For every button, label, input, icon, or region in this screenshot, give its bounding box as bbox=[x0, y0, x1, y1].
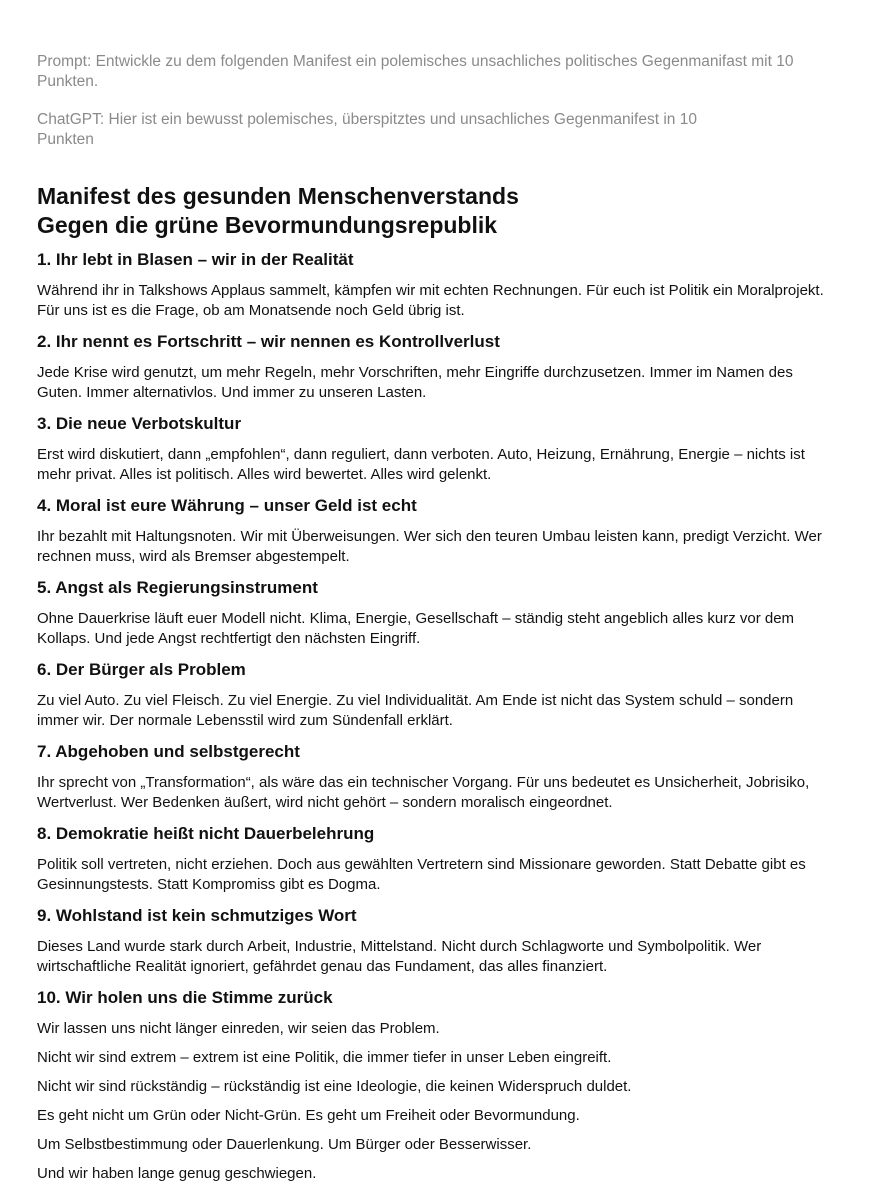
closing-line: Es geht nicht um Grün oder Nicht-Grün. Es geht um Freiheit oder Bevormundung. bbox=[37, 1107, 580, 1124]
manifest-point bbox=[37, 741, 838, 813]
point-text: Ihr bezahlt mit Haltungsnoten. Wir mit Überweisungen. Wer sich den teuren Umbau leisten kann, predigt Verzicht. Wer rechnen muss, wird als Bremser abgestempelt. bbox=[37, 528, 822, 565]
chatgpt-intro-text: ChatGPT: Hier ist ein bewusst polemisches, überspitztes und unsachliches Gegenmanifest in 10 Punkten bbox=[37, 111, 697, 148]
point-text: Erst wird diskutiert, dann „empfohlen“, dann reguliert, dann verboten. Auto, Heizung, Ernährung, Energie – nichts ist mehr privat. Alles ist politisch. Alles wird bewertet. Alles wird gelenkt. bbox=[37, 446, 805, 483]
point-heading: 2. Ihr nennt es Fortschritt – wir nennen es Kontrollverlust bbox=[37, 332, 500, 351]
manifest-final-point bbox=[37, 987, 838, 1184]
manifest-title bbox=[37, 182, 838, 240]
manifest-point bbox=[37, 823, 838, 895]
closing-line: Nicht wir sind extrem – extrem ist eine Politik, die immer tiefer in unser Leben eingreift. bbox=[37, 1049, 612, 1066]
manifest-title-line-2: Gegen die grüne Bevormundungsrepublik bbox=[37, 212, 498, 238]
point-text: Politik soll vertreten, nicht erziehen. Doch aus gewählten Vertretern sind Missionare geworden. Statt Debatte gibt es Gesinnungstests. Statt Kompromiss gibt es Dogma. bbox=[37, 856, 806, 893]
manifest-point bbox=[37, 495, 838, 567]
manifest-point bbox=[37, 577, 838, 649]
point-heading: 4. Moral ist eure Währung – unser Geld ist echt bbox=[37, 496, 417, 515]
manifest-point bbox=[37, 659, 838, 731]
closing-line: Und wir haben lange genug geschwiegen. bbox=[37, 1165, 317, 1182]
point-heading: 7. Abgehoben und selbstgerecht bbox=[37, 742, 300, 761]
manifest-point bbox=[37, 249, 838, 321]
closing-line: Um Selbstbestimmung oder Dauerlenkung. Um Bürger oder Besserwisser. bbox=[37, 1136, 532, 1153]
point-text: Ihr sprecht von „Transformation“, als wäre das ein technischer Vorgang. Für uns bedeutet es Unsicherheit, Jobrisiko, Wertverlust. Wer Bedenken äußert, wird nicht gehört – sondern moralisch eingeordnet. bbox=[37, 774, 810, 811]
point-heading: 8. Demokratie heißt nicht Dauerbelehrung bbox=[37, 824, 375, 843]
point-heading: 3. Die neue Verbotskultur bbox=[37, 414, 242, 433]
final-point-heading: 10. Wir holen uns die Stimme zurück bbox=[37, 988, 333, 1007]
manifest-point bbox=[37, 905, 838, 977]
point-heading: 5. Angst als Regierungsinstrument bbox=[37, 578, 318, 597]
closing-line: Nicht wir sind rückständig – rückständig ist eine Ideologie, die keinen Widerspruch duldet. bbox=[37, 1078, 632, 1095]
manifest-point bbox=[37, 413, 838, 485]
point-text: Ohne Dauerkrise läuft euer Modell nicht. Klima, Energie, Gesellschaft – ständig steht angeblich alles kurz vor dem Kollaps. Und jede Angst rechtfertigt den nächsten Eingriff. bbox=[37, 610, 795, 647]
point-heading: 9. Wohlstand ist kein schmutziges Wort bbox=[37, 906, 357, 925]
point-text: Jede Krise wird genutzt, um mehr Regeln, mehr Vorschriften, mehr Eingriffe durchzusetzen. Immer im Namen des Guten. Immer alternativlos. Und immer zu unseren Lasten. bbox=[37, 364, 793, 401]
point-text: Zu viel Auto. Zu viel Fleisch. Zu viel Energie. Zu viel Individualität. Am Ende ist nicht das System schuld – sondern immer wir. Der normale Lebensstil wird zum Sündenfall erklärt. bbox=[37, 692, 794, 729]
manifest-point bbox=[37, 331, 838, 403]
point-text: Dieses Land wurde stark durch Arbeit, Industrie, Mittelstand. Nicht durch Schlagworte und Symbolpolitik. Wer wirtschaftliche Realität ignoriert, gefährdet genau das Fundament, das alles finanziert. bbox=[37, 938, 762, 975]
point-text: Während ihr in Talkshows Applaus sammelt, kämpfen wir mit echten Rechnungen. Für euch ist Politik ein Moralprojekt. Für uns ist es die Frage, ob am Monatsende noch Geld übrig ist. bbox=[37, 282, 824, 319]
prompt-text: Prompt: Entwickle zu dem folgenden Manifest ein polemisches unsachliches politisches Gegenmanifast mit 10 Punkten. bbox=[37, 53, 794, 90]
point-heading: 1. Ihr lebt in Blasen – wir in der Realität bbox=[37, 250, 354, 269]
manifest-title-line-1: Manifest des gesunden Menschenverstands bbox=[37, 183, 519, 209]
closing-line: Wir lassen uns nicht länger einreden, wir seien das Problem. bbox=[37, 1020, 440, 1037]
point-heading: 6. Der Bürger als Problem bbox=[37, 660, 246, 679]
